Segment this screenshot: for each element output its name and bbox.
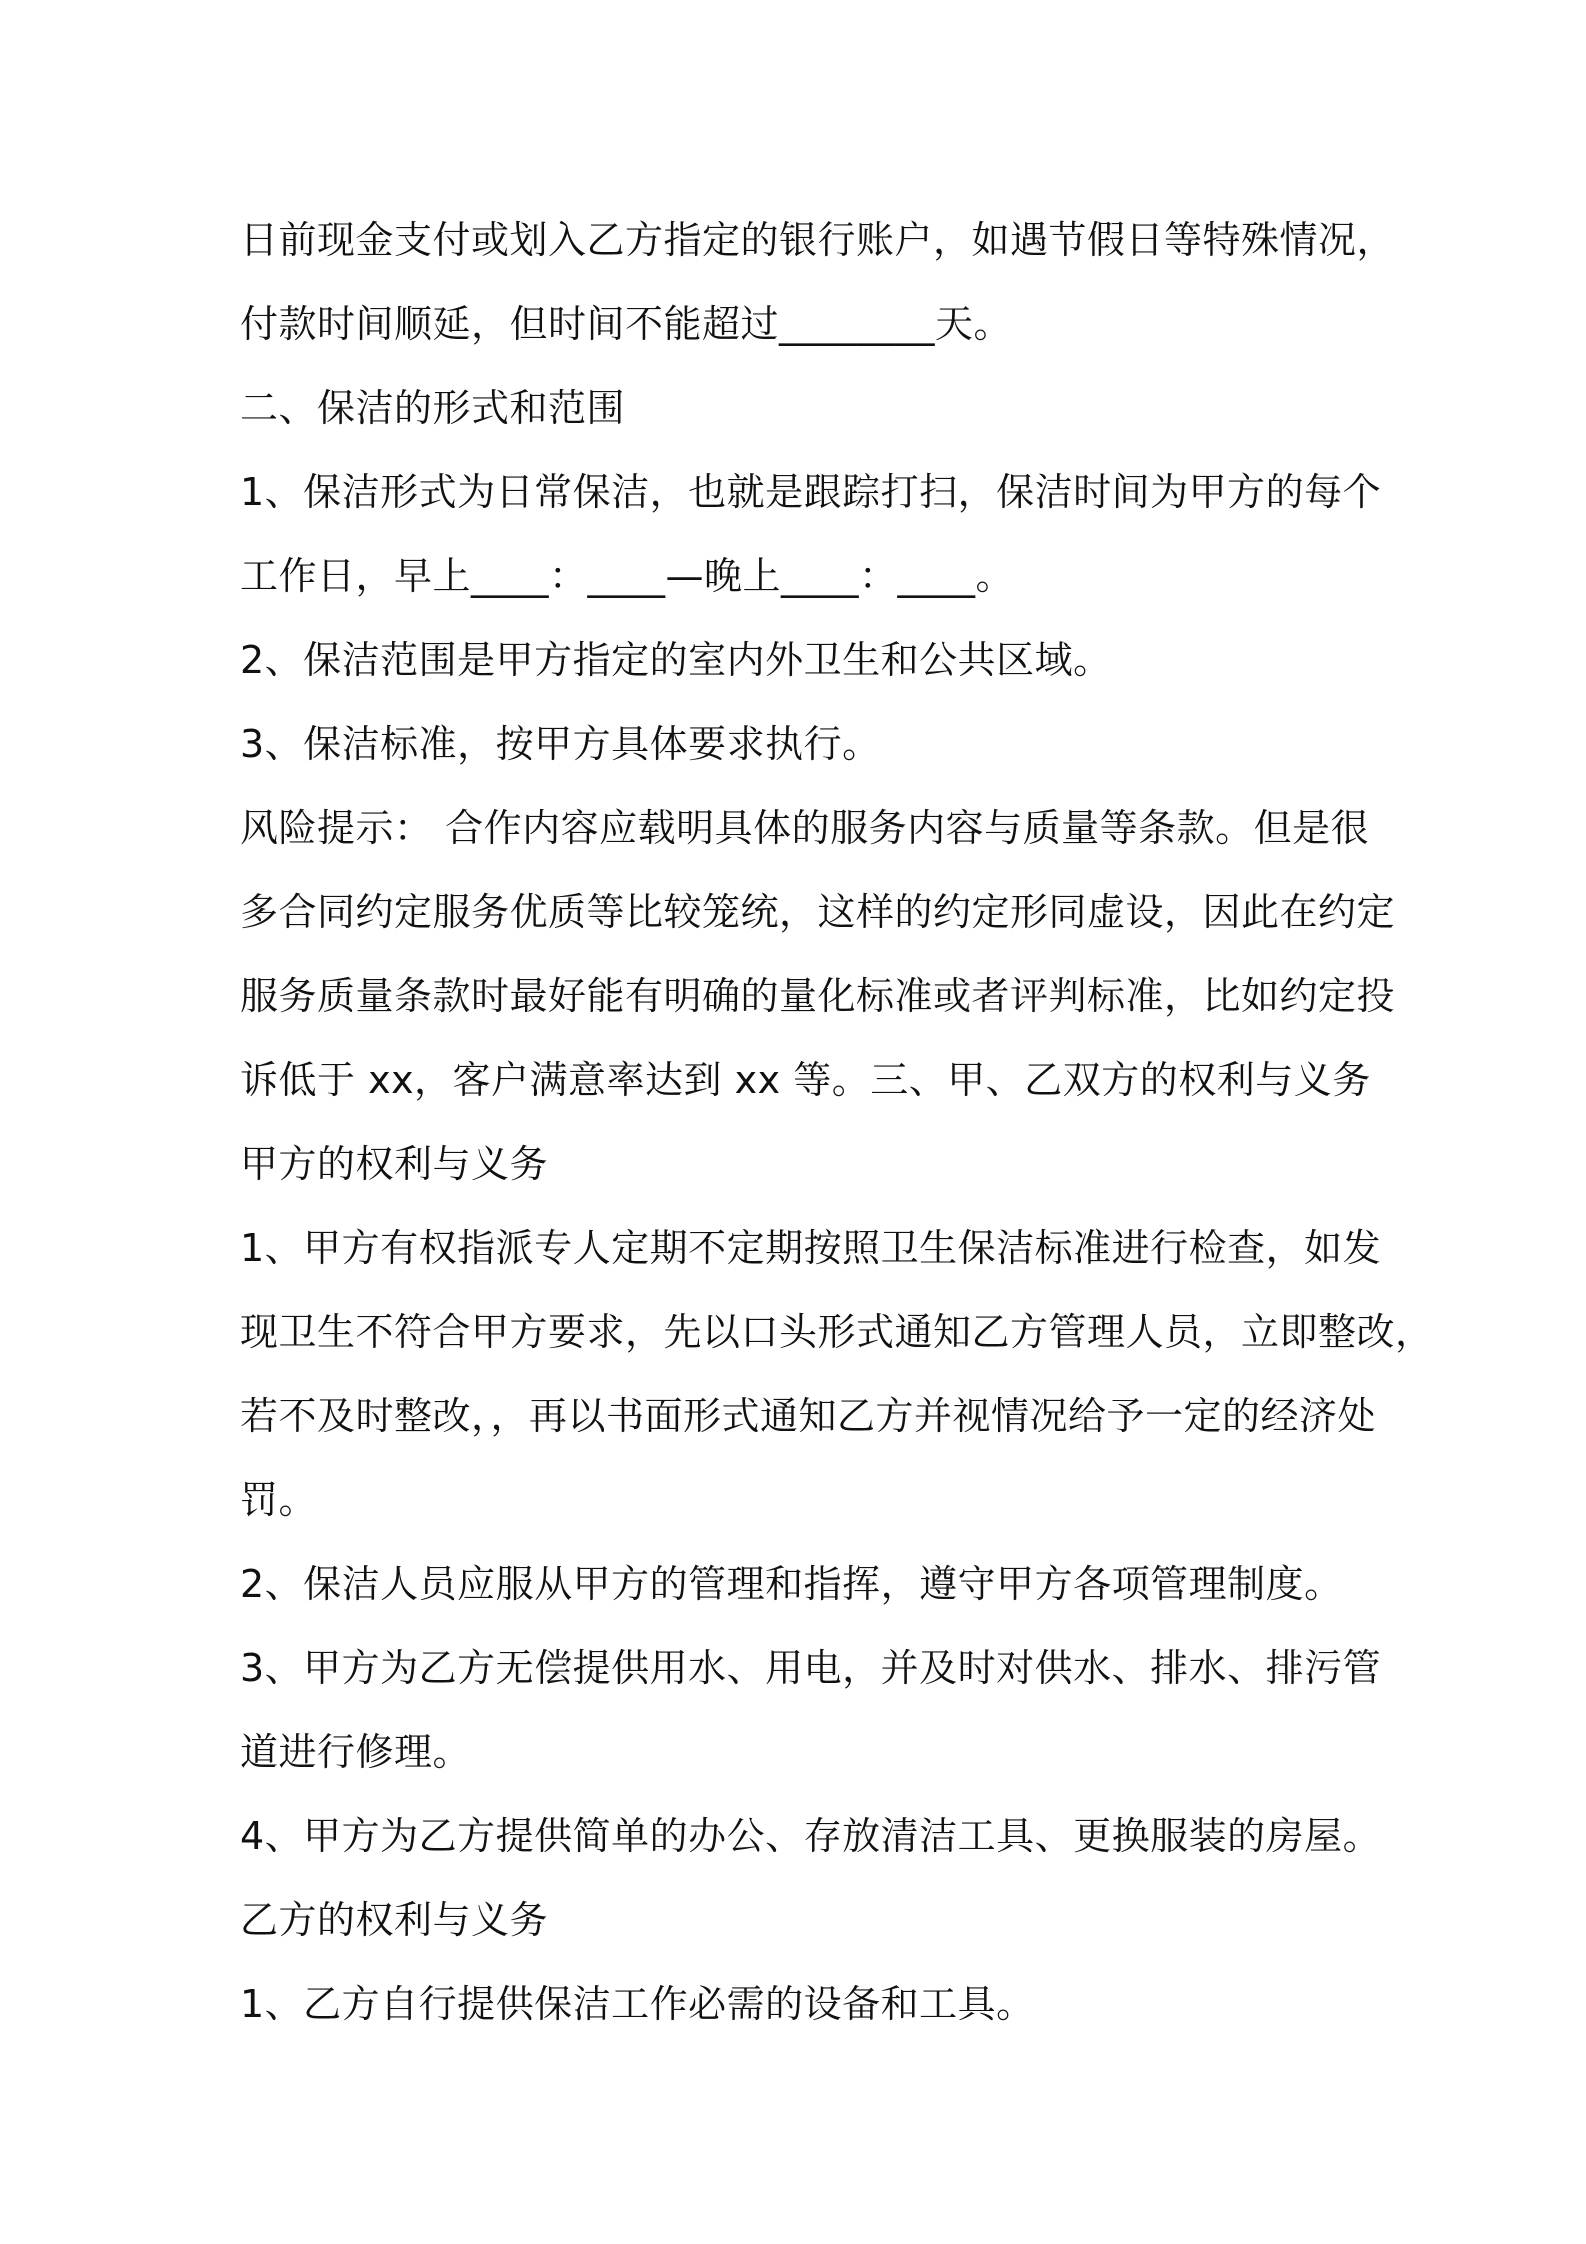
text-line-risk-notice-cont-2: 服务质量条款时最好能有明确的量化标准或者评判标准，比如约定投 xyxy=(240,974,1396,1018)
text-line-cleaning-hours: 工作日，早上____：____—晚上____：____。 xyxy=(240,554,1015,598)
section-heading-cleaning-scope: 二、保洁的形式和范围 xyxy=(240,386,626,430)
text-line-party-a-management: 2、保洁人员应服从甲方的管理和指挥，遵守甲方各项管理制度。 xyxy=(240,1562,1343,1606)
text-line-party-a-utilities-cont: 道进行修理。 xyxy=(240,1730,472,1774)
text-line-payment-delay: 付款时间顺延，但时间不能超过________天。 xyxy=(240,302,1013,346)
text-line-party-a-inspection: 1、甲方有权指派专人定期不定期按照卫生保洁标准进行检查，如发 xyxy=(240,1226,1382,1270)
section-heading-party-a-rights: 甲方的权利与义务 xyxy=(240,1142,549,1186)
text-line-party-a-office: 4、甲方为乙方提供简单的办公、存放清洁工具、更换服装的房屋。 xyxy=(240,1814,1382,1858)
text-line-party-a-inspection-cont-1: 现卫生不符合甲方要求，先以口头形式通知乙方管理人员，立即整改， xyxy=(240,1310,1434,1354)
text-line-party-b-equipment: 1、乙方自行提供保洁工作必需的设备和工具。 xyxy=(240,1982,1035,2026)
section-heading-party-b-rights: 乙方的权利与义务 xyxy=(240,1898,549,1942)
text-line-party-a-inspection-cont-2: 若不及时整改，，再以书面形式通知乙方并视情况给予一定的经济处 xyxy=(240,1394,1377,1438)
text-line-cleaning-range: 2、保洁范围是甲方指定的室内外卫生和公共区域。 xyxy=(240,638,1112,682)
text-line-risk-notice-cont-3: 诉低于 xx，客户满意率达到 xx 等。三、甲、乙双方的权利与义务 xyxy=(240,1058,1371,1102)
text-line-party-a-inspection-cont-3: 罚。 xyxy=(240,1478,318,1522)
document-body xyxy=(240,198,1434,2046)
text-line-risk-notice: 风险提示： 合作内容应载明具体的服务内容与质量等条款。但是很 xyxy=(240,806,1370,850)
text-line-payment-terms: 日前现金支付或划入乙方指定的银行账户，如遇节假日等特殊情况， xyxy=(240,218,1396,262)
text-line-party-a-utilities: 3、甲方为乙方无偿提供用水、用电，并及时对供水、排水、排污管 xyxy=(240,1646,1382,1690)
text-line-cleaning-form: 1、保洁形式为日常保洁，也就是跟踪打扫，保洁时间为甲方的每个 xyxy=(240,470,1382,514)
text-line-risk-notice-cont-1: 多合同约定服务优质等比较笼统，这样的约定形同虚设，因此在约定 xyxy=(240,890,1396,934)
text-line-cleaning-standard: 3、保洁标准，按甲方具体要求执行。 xyxy=(240,722,881,766)
